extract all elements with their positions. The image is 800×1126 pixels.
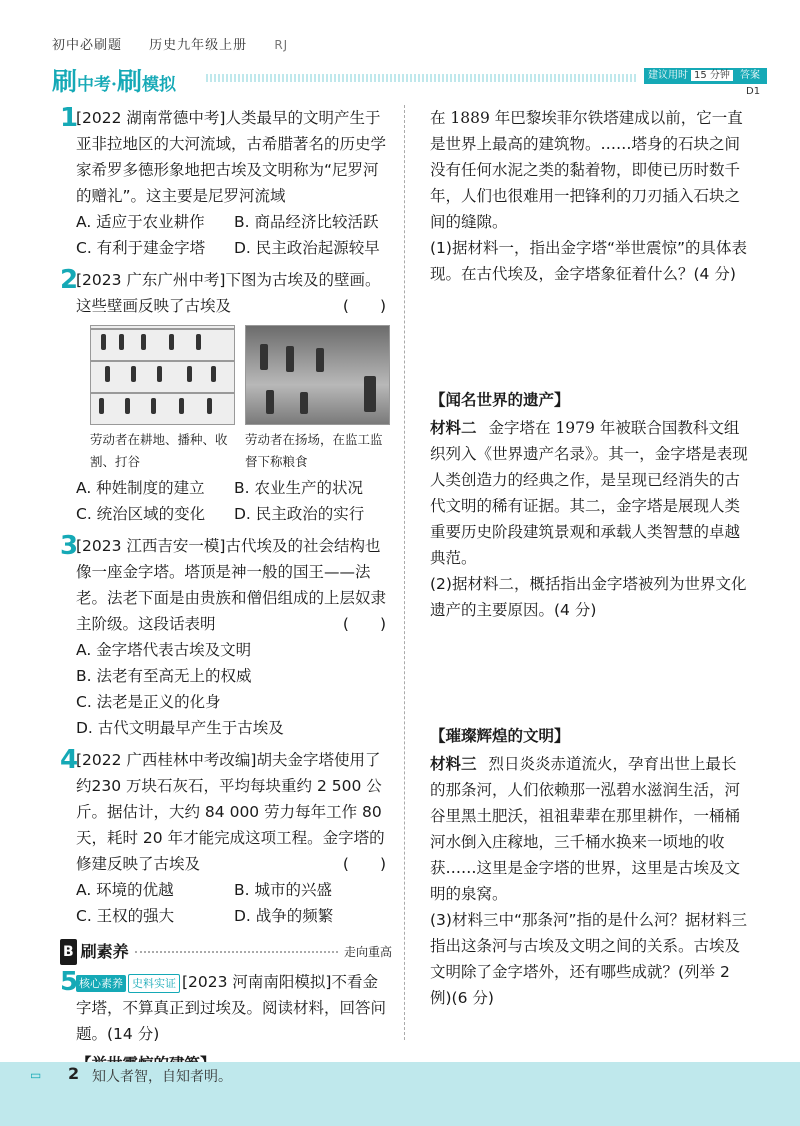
options-row <box>76 501 392 527</box>
header-title <box>52 34 310 53</box>
material-3 <box>430 751 750 907</box>
options-row <box>76 235 392 261</box>
material-text: 烈日炎炎赤道流火，孕育出世上最长的那条河，人们依赖那一泓碧水滋润生活，河谷里黑土肥沃，祖祖辈辈在那里耕作，一桶桶河水倒入庄稼地，三千桶水换来一顷地的收获……这里是金字塔的世界，这里是古埃及文明的泉窝。 <box>430 755 741 903</box>
section-banner <box>46 62 761 97</box>
option-c[interactable]: C. 统治区域的变化 <box>76 505 206 523</box>
mural-caption: 劳动者在耕地、播种、收割、打谷 <box>90 432 228 469</box>
subject-name: 历史九年级上册 <box>149 38 248 53</box>
question-number: 3 <box>60 531 79 561</box>
question-text: [2023 广东广州中考]下图为古埃及的壁画。这些壁画反映了古埃及 <box>76 271 381 315</box>
page-number: 2 <box>68 1064 80 1083</box>
sub-question-1: (1)据材料一，指出金字塔“举世震惊”的具体表现。在古代埃及，金字塔象征着什么？(4 分) <box>430 239 748 283</box>
question-text: [2023 江西吉安一模]古代埃及的社会结构也像一座金字塔。塔顶是神一般的国王——法老。法老下面是由贵族和僧侣组成的上层奴隶主阶级。这段话表明 <box>76 537 387 633</box>
answer-ref <box>736 68 767 97</box>
section-tail: 走向重高 <box>343 945 392 959</box>
question-stem: [2022 湖南常德中考]人类最早的文明产生于亚非拉地区的大河流域，古希腊著名的历史学家希罗多德形象地把古埃及文明称为“尼罗河的赠礼”。这主要是尼罗河流域 <box>76 109 387 205</box>
material-text: 金字塔在 1979 年被联合国教科文组织列入《世界遗产名录》。其一，金字塔是表现人类创造力的经典之作，是呈现已经消失的古代文明的稀有证据。其二，金字塔是展现人类重要历史阶段建筑景观和承载人类智慧的卓越典范。 <box>430 419 748 567</box>
page-footer <box>0 1062 800 1126</box>
option-d[interactable]: D. 民主政治的实行 <box>234 505 365 523</box>
question-number: 1 <box>60 103 79 133</box>
question-number: 4 <box>60 745 79 775</box>
banner-title-d: 模拟 <box>141 75 176 95</box>
option-d[interactable]: D. 民主政治起源较早 <box>234 239 380 257</box>
footer-motto: 知人者智，自知者明。 <box>92 1069 232 1085</box>
question-4 <box>60 747 392 929</box>
banner-title <box>52 62 176 98</box>
mural-caption: 劳动者在扬场，在监工监督下称粮食 <box>245 432 383 469</box>
option-d[interactable]: D. 战争的频繁 <box>234 907 334 925</box>
series-name: 初中必刷题 <box>52 38 123 53</box>
section-heading <box>60 939 392 965</box>
section-dots <box>135 951 338 953</box>
evidence-tag: 史料实证 <box>128 974 180 993</box>
core-literacy-tag: 核心素养 <box>76 975 126 992</box>
question-stem <box>76 747 392 877</box>
question-text: [2023 河南南阳模拟]不看金字塔，不算真正到过埃及。阅读材料，回答问题。(14 分) <box>76 973 387 1043</box>
option-a[interactable]: A. 金字塔代表古埃及文明 <box>76 641 252 659</box>
material-1-continued: 在 1889 年巴黎埃菲尔铁塔建成以前，它一直是世界上最高的建筑物。……塔身的石块之间没有任何水泥之类的黏着物，即使已历时数千年，人们也很难用一把锋利的刀刃插入石块之间的缝隙。 <box>430 109 743 231</box>
option-b[interactable]: B. 法老有至高无上的权威 <box>76 667 252 685</box>
banner-title-b: 中考· <box>77 75 117 95</box>
banner-divider <box>206 74 636 82</box>
option-a[interactable]: A. 适应于农业耕作 <box>76 213 205 231</box>
suggested-time <box>644 68 737 84</box>
mural-farming-image <box>90 325 235 425</box>
section-badge: B <box>60 939 77 965</box>
option-b[interactable]: B. 城市的兴盛 <box>234 881 332 899</box>
option-b[interactable]: B. 商品经济比较活跃 <box>234 213 379 231</box>
option-a[interactable]: A. 种姓制度的建立 <box>76 479 205 497</box>
options-row <box>76 475 392 501</box>
question-3 <box>60 533 392 741</box>
mural-threshing-image <box>245 325 390 425</box>
mural-threshing <box>245 325 390 473</box>
material-heading: 【璀璨辉煌的文明】 <box>430 727 570 745</box>
answer-label: 答案 <box>740 70 760 81</box>
sub-question-2: (2)据材料二，概括指出金字塔被列为世界文化遗产的主要原因。(4 分) <box>430 575 747 619</box>
option-a[interactable]: A. 环境的优越 <box>76 881 174 899</box>
option-c[interactable]: C. 有利于建金字塔 <box>76 239 206 257</box>
book-icon: ▭ <box>30 1068 42 1082</box>
material-label: 材料二 <box>430 419 477 437</box>
question-number: 2 <box>60 265 79 295</box>
material-heading: 【闻名世界的遗产】 <box>430 391 570 409</box>
question-1 <box>60 105 392 261</box>
mural-farming <box>90 325 235 473</box>
answer-paren[interactable]: ( ) <box>342 297 386 315</box>
question-text: [2022 广西桂林中考改编]胡夫金字塔使用了约230 万块石灰石，平均每块重约 2 500 公斤。据估计，大约 84 000 劳力每年工作 80 天，耗时 20 年才能完成这项工程。金字塔的修建反映了古埃及 <box>76 751 385 873</box>
answer-space[interactable] <box>430 623 750 719</box>
material-label: 材料三 <box>430 755 477 773</box>
banner-title-a: 刷 <box>52 67 78 96</box>
answer-value: D1 <box>743 86 763 97</box>
sub-question-3: (3)材料三中“那条河”指的是什么河？据材料三指出这条河与古埃及文明之间的关系。古埃及文明除了金字塔外，还有哪些成就？(列举 2 例)(6 分) <box>430 911 748 1007</box>
time-label: 建议用时 <box>648 70 688 81</box>
time-value: 15 分钟 <box>691 70 733 81</box>
question-number: 5 <box>60 967 79 997</box>
edition-label: RJ <box>274 38 289 52</box>
answer-paren[interactable]: ( ) <box>342 615 386 633</box>
column-divider <box>404 105 405 1040</box>
question-stem <box>76 267 392 319</box>
options-row <box>76 209 392 235</box>
option-d[interactable]: D. 古代文明最早产生于古埃及 <box>76 719 284 737</box>
answer-space[interactable] <box>430 287 750 383</box>
mural-images <box>90 325 392 473</box>
question-stem <box>76 533 392 637</box>
banner-title-c: 刷 <box>116 67 142 96</box>
option-c[interactable]: C. 法老是正义的化身 <box>76 693 221 711</box>
section-title: 刷素养 <box>80 942 129 961</box>
page-header <box>0 0 800 58</box>
option-c[interactable]: C. 王权的强大 <box>76 907 175 925</box>
question-2 <box>60 267 392 527</box>
answer-paren[interactable]: ( ) <box>342 855 386 873</box>
options-row <box>76 877 392 903</box>
right-column <box>430 105 750 1011</box>
material-2 <box>430 415 750 571</box>
options-row <box>76 903 392 929</box>
option-b[interactable]: B. 农业生产的状况 <box>234 479 363 497</box>
left-column <box>60 105 392 1105</box>
question-stem <box>76 969 392 1047</box>
